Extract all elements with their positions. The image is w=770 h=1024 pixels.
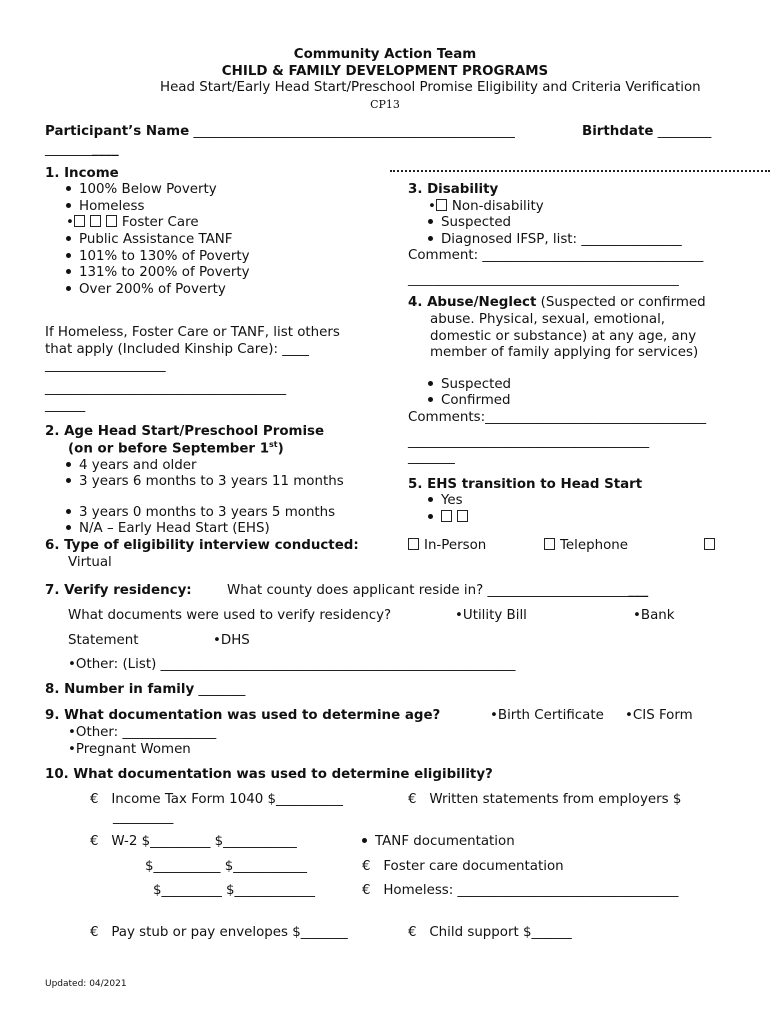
checkbox-icon	[457, 510, 468, 522]
birthdate-label: Birthdate	[582, 124, 654, 139]
disability-heading: 3. Disability	[408, 182, 499, 197]
checkbox-icon	[544, 538, 555, 550]
form-code: CP13	[370, 98, 400, 111]
abuse-desc: abuse. Physical, sexual, emotional,	[430, 312, 666, 327]
age-option[interactable]: 3 years 0 months to 3 years 5 months	[66, 505, 335, 520]
bullet-icon	[66, 462, 71, 467]
residency-dhs[interactable]: •DHS	[213, 633, 250, 648]
income-option[interactable]: Public Assistance TANF	[66, 232, 233, 247]
income-option[interactable]: Homeless	[66, 199, 144, 214]
age-option[interactable]: N/A – Early Head Start (EHS)	[66, 521, 270, 536]
interview-telephone[interactable]: Telephone	[544, 538, 628, 553]
income-line[interactable]: ______	[45, 398, 86, 413]
elig-written-statements[interactable]: € Written statements from employers $	[408, 792, 682, 807]
income-option[interactable]: • Foster Care	[66, 215, 199, 230]
elig-tax-line[interactable]: _________	[113, 810, 174, 825]
program-title: CHILD & FAMILY DEVELOPMENT PROGRAMS	[221, 64, 549, 79]
income-option[interactable]: Over 200% of Poverty	[66, 282, 226, 297]
disability-option[interactable]: Diagnosed IFSP, list: _______________	[428, 232, 682, 247]
euro-icon: €	[90, 792, 99, 807]
bullet-icon	[66, 286, 71, 291]
abuse-comments-line[interactable]: ____________________________________	[408, 434, 650, 449]
family-count[interactable]: 8. Number in family _______	[45, 682, 246, 697]
disability-option[interactable]: • Non-disability	[428, 199, 544, 214]
age-option[interactable]: 3 years 6 months to 3 years 11 months	[66, 474, 344, 489]
age-docs-other[interactable]: •Other: ______________	[68, 725, 217, 740]
disability-comment[interactable]: Comment: _________________________________	[408, 248, 704, 263]
form-subtitle: Head Start/Early Head Start/Preschool Promise Eligibility and Criteria Verification	[160, 80, 701, 95]
elig-w2[interactable]: € W-2 $_________ $___________	[90, 834, 297, 849]
euro-icon: €	[362, 883, 371, 898]
checkbox-icon	[436, 199, 447, 211]
euro-icon: €	[408, 792, 417, 807]
elig-child-support[interactable]: € Child support $______	[408, 925, 572, 940]
residency-utility[interactable]: •Utility Bill	[455, 608, 527, 623]
disability-option[interactable]: Suspected	[428, 215, 511, 230]
income-option[interactable]: 101% to 130% of Poverty	[66, 249, 250, 264]
residency-heading: 7. Verify residency:	[45, 583, 192, 598]
elig-w2-line[interactable]: $_________ $____________	[153, 883, 315, 898]
bullet-icon	[428, 514, 433, 519]
bullet-icon	[66, 236, 71, 241]
income-note: If Homeless, Foster Care or TANF, list others	[45, 325, 340, 340]
abuse-option[interactable]: Suspected	[428, 377, 511, 392]
age-option[interactable]: 4 years and older	[66, 458, 197, 473]
checkbox-icon	[90, 215, 101, 227]
abuse-desc: domestic or substance) at any age, any	[430, 329, 697, 344]
bullet-icon	[362, 838, 367, 843]
elig-tax-form[interactable]: € Income Tax Form 1040 $__________	[90, 792, 343, 807]
age-heading: 2. Age Head Start/Preschool Promise	[45, 424, 325, 439]
abuse-desc: member of family applying for services)	[430, 345, 699, 360]
euro-icon: €	[90, 834, 99, 849]
age-docs-pregnant[interactable]: •Pregnant Women	[68, 742, 191, 757]
age-docs-cis-form[interactable]: •CIS Form	[625, 708, 693, 723]
dotted-divider	[390, 170, 770, 172]
income-option[interactable]: 100% Below Poverty	[66, 182, 217, 197]
residency-docs-question: What documents were used to verify residency?	[68, 608, 392, 623]
abuse-comments-line[interactable]: _______	[408, 450, 455, 465]
participant-name-field[interactable]: ________________________________________________	[193, 124, 515, 139]
checkbox-icon	[704, 538, 715, 550]
participant-row	[45, 124, 515, 139]
residency-other[interactable]: •Other: (List) _____________________________________________________	[68, 657, 516, 672]
elig-foster[interactable]: € Foster care documentation	[362, 859, 564, 874]
euro-icon: €	[362, 859, 371, 874]
age-docs-birth-cert[interactable]: •Birth Certificate	[490, 708, 604, 723]
participant-name-line2: ___________	[45, 142, 119, 157]
ehs-option-yes[interactable]: Yes	[428, 493, 463, 508]
bullet-icon	[428, 397, 433, 402]
bullet-icon	[66, 186, 71, 191]
eligibility-docs-heading: 10. What documentation was used to determine eligibility?	[45, 767, 493, 782]
birthdate-row	[582, 124, 711, 139]
income-line[interactable]: __________________	[45, 358, 166, 373]
age-docs-heading: 9. What documentation was used to determine age?	[45, 708, 441, 723]
bullet-icon	[428, 219, 433, 224]
bullet-icon	[66, 253, 71, 258]
euro-icon: €	[90, 925, 99, 940]
interview-in-person[interactable]: In-Person	[408, 538, 486, 553]
participant-name-label: Participant’s Name	[45, 124, 190, 139]
bullet-icon	[66, 478, 71, 483]
checkbox-icon	[74, 215, 85, 227]
bullet-icon	[66, 269, 71, 274]
elig-tanf[interactable]: TANF documentation	[362, 834, 515, 849]
elig-w2-line[interactable]: $__________ $___________	[145, 859, 307, 874]
residency-bank[interactable]: •Bank	[633, 608, 675, 623]
checkbox-icon	[408, 538, 419, 550]
income-line[interactable]: ____________________________________	[45, 381, 287, 396]
interview-virtual-label: Virtual	[68, 555, 112, 570]
birthdate-field[interactable]: ________	[657, 124, 712, 139]
checkbox-icon	[441, 510, 452, 522]
ehs-option-no[interactable]	[428, 510, 473, 525]
elig-homeless[interactable]: € Homeless: _________________________________	[362, 883, 679, 898]
bullet-icon	[66, 525, 71, 530]
income-option[interactable]: 131% to 200% of Poverty	[66, 265, 250, 280]
updated-date: Updated: 04/2021	[45, 979, 127, 989]
bullet-icon	[66, 509, 71, 514]
ehs-heading: 5. EHS transition to Head Start	[408, 477, 643, 492]
bullet-icon	[428, 497, 433, 502]
bullet-icon	[428, 381, 433, 386]
interview-heading: 6. Type of eligibility interview conducted:	[45, 538, 359, 553]
bullet-icon	[66, 203, 71, 208]
age-subheading: (on or before September 1st)	[68, 440, 284, 457]
abuse-option[interactable]: Confirmed	[428, 393, 511, 408]
interview-virtual-box[interactable]	[704, 538, 720, 553]
income-heading: 1. Income	[45, 166, 119, 181]
bullet-icon	[428, 236, 433, 241]
elig-paystub[interactable]: € Pay stub or pay envelopes $_______	[90, 925, 348, 940]
euro-icon: €	[408, 925, 417, 940]
abuse-heading: 4. Abuse/Neglect (Suspected or confirmed	[408, 295, 706, 310]
abuse-comments[interactable]: Comments:_________________________________	[408, 410, 707, 425]
org-title: Community Action Team	[293, 47, 477, 62]
checkbox-icon	[106, 215, 117, 227]
disability-comment-line[interactable]: ___________________________________________	[408, 271, 679, 286]
residency-county[interactable]: What county does applicant reside in? ________________________	[227, 583, 649, 598]
residency-bank-statement: Statement	[68, 633, 139, 648]
income-note[interactable]: that apply (Included Kinship Care): ____	[45, 342, 309, 357]
